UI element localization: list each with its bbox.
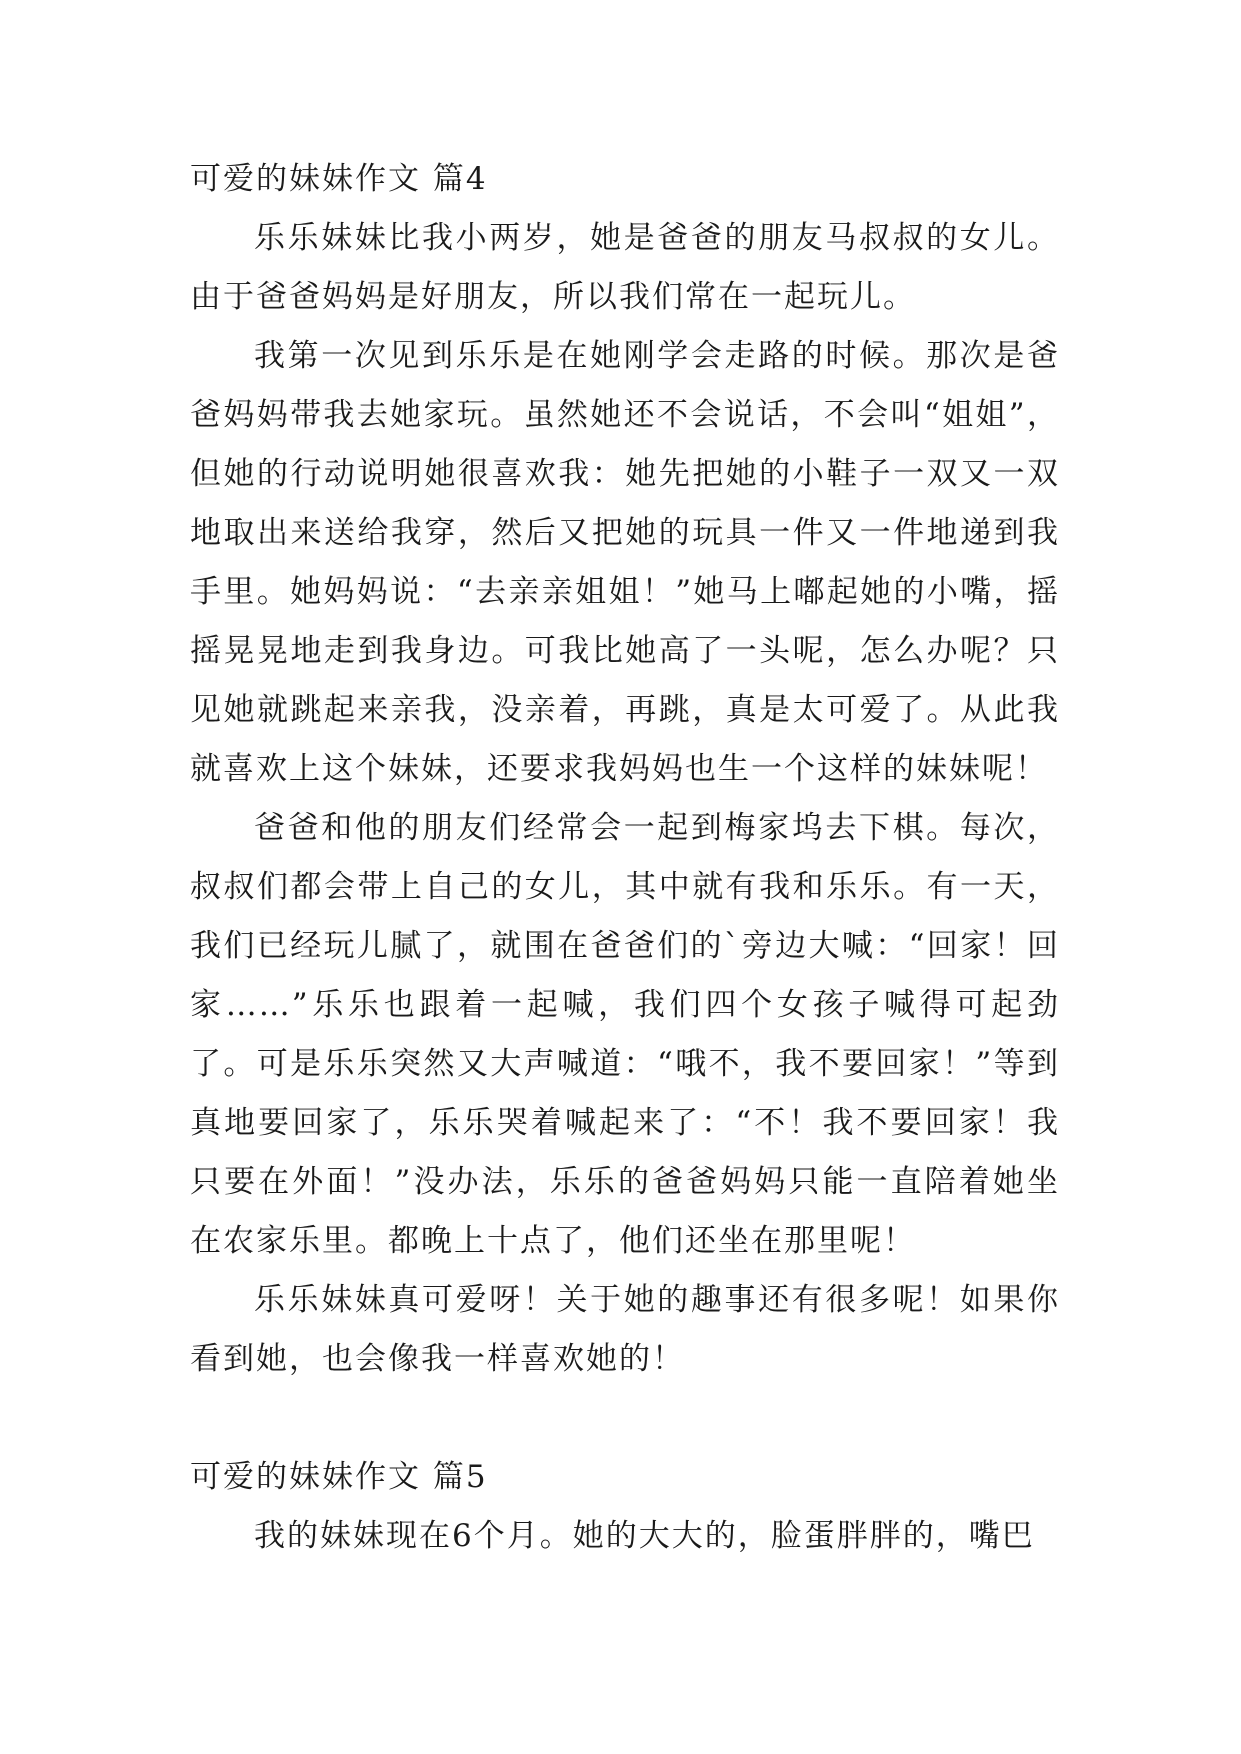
section-divider-space: [190, 1389, 1060, 1448]
section-heading: 可爱的妹妹作文 篇5: [190, 1459, 488, 1495]
document-body: [190, 150, 1060, 1566]
paragraph: 我第一次见到乐乐是在她刚学会走路的时候。那次是爸爸妈妈带我去她家玩。虽然她还不会说话，不会叫“姐姐”，但她的行动说明她很喜欢我：她先把她的小鞋子一双又一双地取出来送给我穿，然后又把她的玩具一件又一件地递到我手里。她妈妈说：“去亲亲姐姐！”她马上嘟起她的小嘴，摇摇晃晃地走到我身边。可我比她高了一头呢，怎么办呢？只见她就跳起来亲我，没亲着，再跳，真是太可爱了。从此我就喜欢上这个妹妹，还要求我妈妈也生一个这样的妹妹呢！: [190, 338, 1060, 787]
paragraph: 我的妹妹现在6个月。她的大大的，脸蛋胖胖的，嘴巴: [254, 1518, 1035, 1554]
paragraph: 爸爸和他的朋友们经常会一起到梅家坞去下棋。每次，叔叔们都会带上自己的女儿，其中就有我和乐乐。有一天，我们已经玩儿腻了，就围在爸爸们的`旁边大喊：“回家！回家……”乐乐也跟着一起喊，我们四个女孩子喊得可起劲了。可是乐乐突然又大声喊道：“哦不，我不要回家！”等到真地要回家了，乐乐哭着喊起来了：“不！我不要回家！我只要在外面！”没办法，乐乐的爸爸妈妈只能一直陪着她坐在农家乐里。都晚上十点了，他们还坐在那里呢！: [190, 810, 1060, 1259]
paragraph: 乐乐妹妹真可爱呀！关于她的趣事还有很多呢！如果你看到她，也会像我一样喜欢她的！: [190, 1282, 1060, 1377]
essay-section-5: [190, 1448, 1060, 1566]
essay-section-4: [190, 150, 1060, 1389]
section-heading: 可爱的妹妹作文 篇4: [190, 161, 488, 197]
paragraph: 乐乐妹妹比我小两岁，她是爸爸的朋友马叔叔的女儿。由于爸爸妈妈是好朋友，所以我们常在一起玩儿。: [190, 220, 1060, 315]
